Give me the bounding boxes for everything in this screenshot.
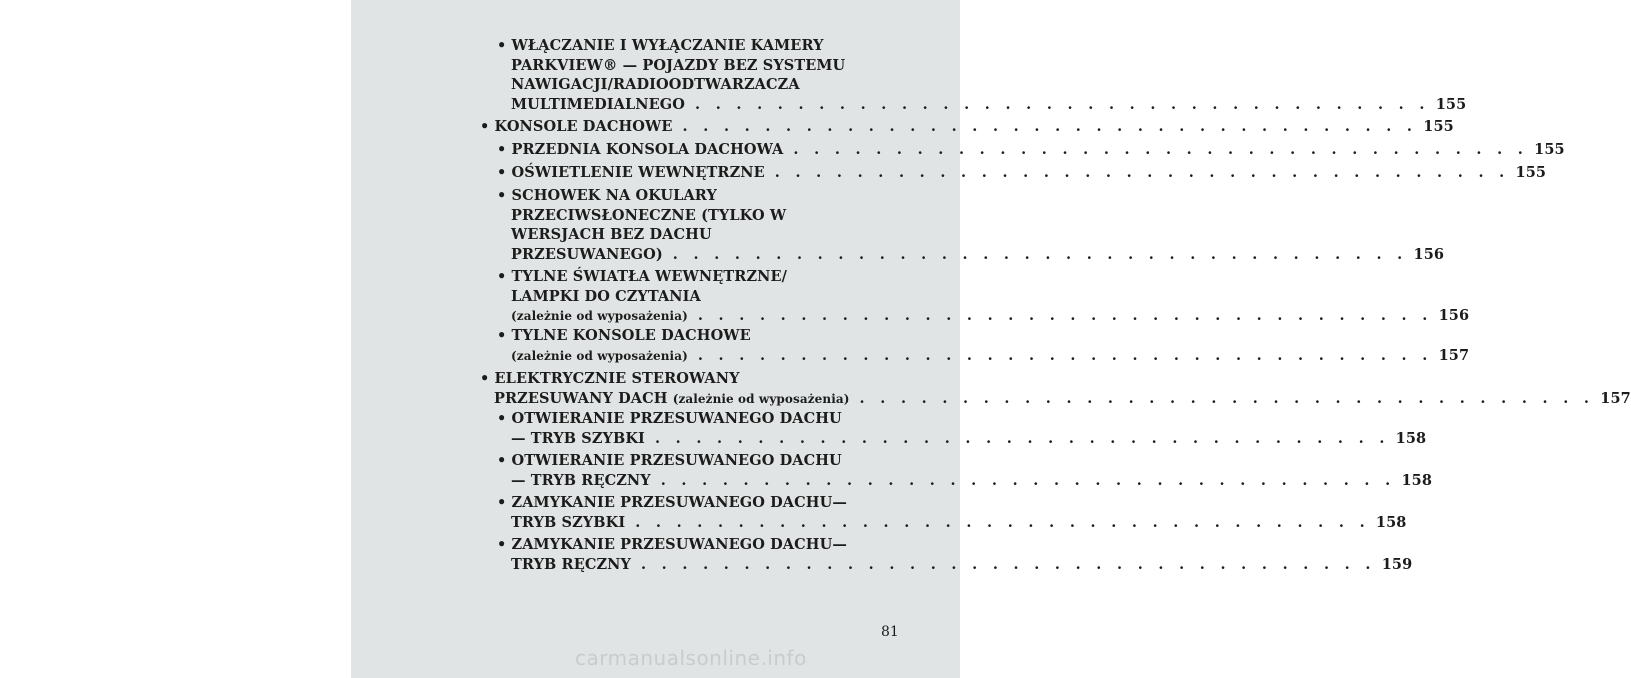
leader-dots: . . . . . . . . . . . . . . . . . . . . . . . . . . . . . . . . . . . . [697, 346, 1433, 364]
toc-entry-przednia-konsola[interactable] [497, 140, 1565, 160]
toc-entry-tylne-konsole[interactable] [497, 326, 1470, 366]
toc-entry-kamera-parkview[interactable] [497, 36, 1467, 114]
toc-entry-line: • OTWIERANIE PRZESUWANEGO DACHU [497, 452, 842, 469]
leader-dots: . . . . . . . . . . . . . . . . . . . . . . . . . . . . . . . . . . . . [774, 164, 1510, 181]
toc-entry-title: • KONSOLE DACHOWE [480, 118, 673, 135]
toc-entry-title: (zależnie od wyposażenia) [511, 348, 688, 363]
toc-entry-title: — TRYB SZYBKI [511, 429, 645, 447]
toc-entry-line: WERSJACH BEZ DACHU [511, 226, 712, 243]
toc-entry-otwieranie-reczny[interactable] [497, 451, 1433, 490]
toc-page-number: 159 [1381, 555, 1413, 573]
toc-page-number: 155 [1423, 118, 1454, 135]
toc-page-number: 155 [1435, 95, 1467, 113]
toc-entry-oswietlenie[interactable] [497, 163, 1547, 183]
toc-entry-title-main: PRZESUWANY DACH [494, 389, 673, 407]
toc-entry-line: • WŁĄCZANIE I WYŁĄCZANIE KAMERY [497, 37, 824, 54]
blank-left-margin [0, 0, 351, 678]
leader-dots: . . . . . . . . . . . . . . . . . . . . . . . . . . . . . . . . . . . . [640, 555, 1376, 573]
toc-page-number: 155 [1534, 141, 1565, 158]
toc-entry-konsole-dachowe[interactable] [480, 117, 1454, 137]
toc-entry-line: • TYLNE ŚWIATŁA WEWNĘTRZNE/ [497, 268, 788, 285]
toc-entry-line: • ZAMYKANIE PRZESUWANEGO DACHU— [497, 536, 847, 553]
toc-entry-title: PRZESUWANEGO) [511, 245, 663, 263]
toc-entry-line: PARKVIEW® — POJAZDY BEZ SYSTEMU [511, 56, 846, 74]
toc-entry-title: — TRYB RĘCZNY [511, 471, 651, 489]
toc-entry-title: TRYB SZYBKI [511, 513, 626, 531]
toc-entry-line: • OTWIERANIE PRZESUWANEGO DACHU [497, 410, 842, 427]
toc-entry-title [494, 389, 850, 410]
toc-page-number: 158 [1395, 429, 1427, 447]
toc-page-number: 157 [1600, 389, 1631, 407]
leader-dots: . . . . . . . . . . . . . . . . . . . . . . . . . . . . . . . . . . . . [697, 307, 1433, 324]
toc-entry-title-note: (zależnie od wyposażenia) [672, 391, 850, 406]
leader-dots: . . . . . . . . . . . . . . . . . . . . . . . . . . . . . . . . . . . . [672, 245, 1408, 263]
leader-dots: . . . . . . . . . . . . . . . . . . . . . . . . . . . . . . . . . . . . [635, 513, 1370, 531]
toc-entry-line: • ZAMYKANIE PRZESUWANEGO DACHU— [497, 494, 847, 511]
leader-dots: . . . . . . . . . . . . . . . . . . . . . . . . . . . . . . . . . . . . [660, 471, 1396, 489]
toc-entry-line: NAWIGACJI/RADIOODTWARZACZA [511, 76, 800, 93]
toc-entry-line: PRZECIWSŁONECZNE (TYLKO W [511, 206, 787, 224]
toc-entry-title: MULTIMEDIALNEGO [511, 95, 686, 113]
toc-entry-otwieranie-szybki[interactable] [497, 409, 1427, 448]
leader-dots: . . . . . . . . . . . . . . . . . . . . . . . . . . . . . . . . . . . . [859, 389, 1595, 407]
toc-entry-title: • OŚWIETLENIE WEWNĘTRZNE [497, 164, 765, 181]
watermark: carmanualsonline.info [575, 646, 807, 670]
toc-entry-zamykanie-szybki[interactable] [497, 493, 1407, 532]
toc-entry-zamykanie-reczny[interactable] [497, 535, 1413, 574]
toc-page-number: 155 [1515, 164, 1547, 181]
leader-dots: . . . . . . . . . . . . . . . . . . . . . . . . . . . . . . . . . . . . [793, 141, 1529, 158]
leader-dots: . . . . . . . . . . . . . . . . . . . . . . . . . . . . . . . . . . . . [695, 95, 1430, 113]
toc-panel [351, 0, 1631, 678]
toc-entry-title: (zależnie od wyposażenia) [511, 309, 688, 323]
leader-dots: . . . . . . . . . . . . . . . . . . . . . . . . . . . . . . . . . . . . [654, 429, 1390, 447]
toc-page-number: 157 [1438, 346, 1470, 364]
leader-dots: . . . . . . . . . . . . . . . . . . . . . . . . . . . . . . . . . . . . [682, 118, 1418, 135]
toc-entry-line: • ELEKTRYCZNIE STEROWANY [480, 370, 740, 387]
toc-entry-line: LAMPKI DO CZYTANIA [511, 287, 701, 305]
toc-entry-line: • TYLNE KONSOLE DACHOWE [497, 327, 751, 344]
page-number: 81 [881, 624, 899, 640]
toc-page-number: 158 [1401, 471, 1433, 489]
toc-entry-line: • SCHOWEK NA OKULARY [497, 187, 717, 204]
toc-page-number: 156 [1413, 245, 1445, 263]
toc-page-number: 156 [1438, 307, 1470, 324]
toc-entry-title: • PRZEDNIA KONSOLA DACHOWA [497, 141, 784, 158]
toc-page-number: 158 [1375, 513, 1407, 531]
toc-entry-schowek[interactable] [497, 186, 1445, 264]
toc-entry-przesuwany-dach[interactable] [480, 369, 1631, 409]
toc-entry-title: TRYB RĘCZNY [511, 555, 631, 573]
toc-entry-tylne-swiatla[interactable] [497, 267, 1470, 327]
